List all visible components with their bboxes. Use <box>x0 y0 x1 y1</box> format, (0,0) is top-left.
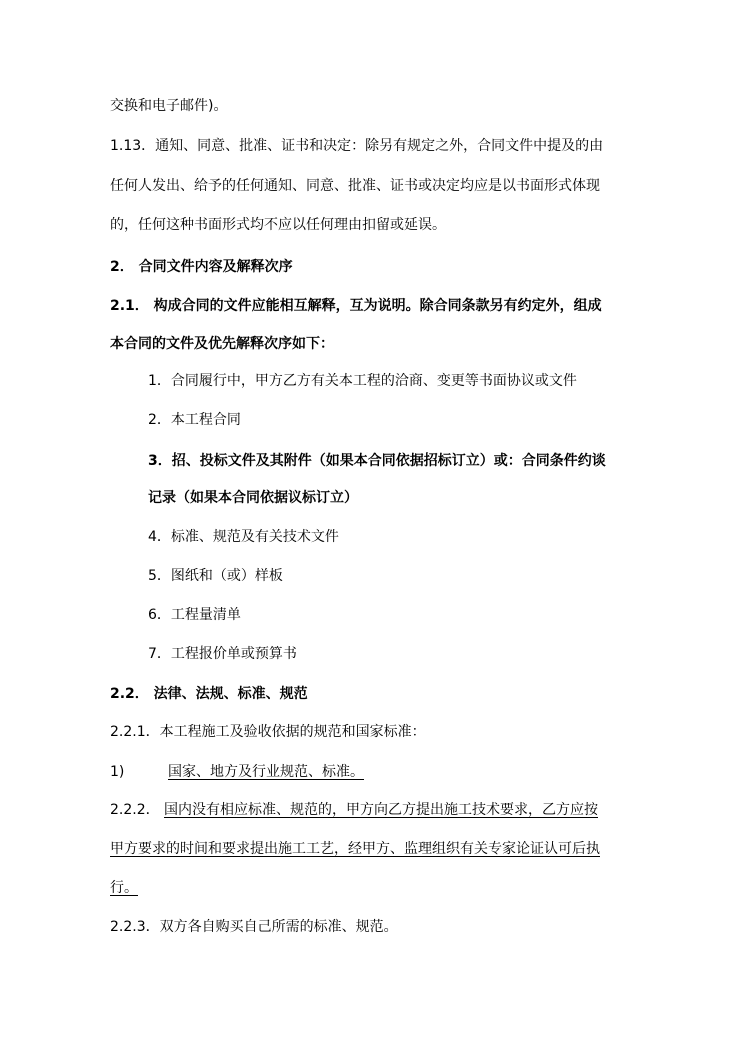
list-marker: 1) <box>110 764 125 780</box>
list-item: 5．图纸和（或）样板 <box>148 568 283 584</box>
text-line: 2.2.3．双方各自购买自己所需的标准、规范。 <box>110 919 398 935</box>
clause-text: 2.1． 构成合同的文件应能相互解释，互为说明。除合同条款另有约定外，组成 <box>110 298 602 314</box>
list-item: 3．招、投标文件及其附件（如果本合同依据招标订立）或：合同条件约谈 <box>148 453 606 469</box>
underlined-text: 国家、地方及行业规范、标准。 <box>168 764 364 780</box>
list-item: 1．合同履行中，甲方乙方有关本工程的洽商、变更等书面协议或文件 <box>148 373 577 389</box>
text-line: 任何人发出、给予的任何通知、同意、批准、证书或决定均应是以书面形式体现 <box>110 178 600 194</box>
section-heading: 2.2． 法律、法规、标准、规范 <box>110 686 308 702</box>
text-line: 交换和电子邮件)。 <box>110 98 228 114</box>
text-line: 1.13．通知、同意、批准、证书和决定：除另有规定之外，合同文件中提及的由 <box>110 138 604 154</box>
underlined-text: 行。 <box>110 880 138 896</box>
list-item: 2．本工程合同 <box>148 412 241 428</box>
list-item: 4．标准、规范及有关技术文件 <box>148 529 339 545</box>
underlined-text: 甲方要求的时间和要求提出施工工艺，经甲方、监理组织有关专家论证认可后执 <box>110 841 600 857</box>
list-item-continuation: 记录（如果本合同依据议标订立） <box>148 490 358 506</box>
list-item: 7．工程报价单或预算书 <box>148 646 297 662</box>
text-line: 的，任何这种书面形式均不应以任何理由扣留或延误。 <box>110 217 446 233</box>
underlined-text: 国内没有相应标准、规范的，甲方向乙方提出施工技术要求，乙方应按 <box>164 802 598 818</box>
clause-number: 2.2.2． <box>110 802 160 818</box>
list-item: 6．工程量清单 <box>148 607 241 623</box>
clause-text: 本合同的文件及优先解释次序如下： <box>110 336 334 352</box>
text-line: 2.2.1．本工程施工及验收依据的规范和国家标准： <box>110 724 426 740</box>
section-heading: 2． 合同文件内容及解释次序 <box>110 259 293 275</box>
